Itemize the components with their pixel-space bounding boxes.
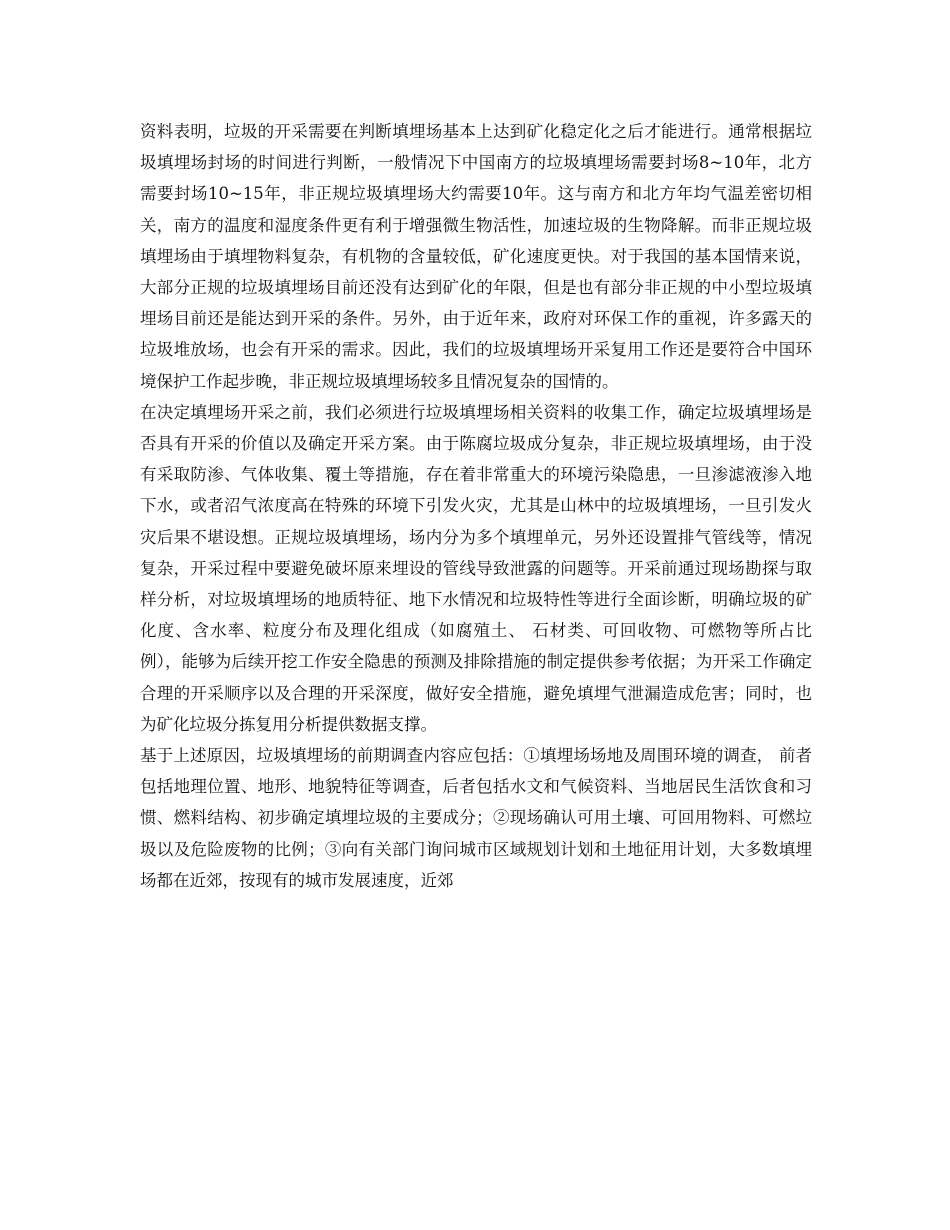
paragraph-pre-mining-survey: 在决定填埋场开采之前，我们必须进行垃圾填埋场相关资料的收集工作，确定垃圾填埋场是否具有开采的价值以及确定开采方案。由于陈腐垃圾成分复杂，非正规垃圾填埋场，由于没有采取防渗、气体收集、覆土等措施，存在着非常重大的环境污染隐患，一旦渗滤液渗入地下水，或者沼气浓度高在特殊的环境下引发火灾，尤其是山林中的垃圾填埋场，一旦引发火灾后果不堪设想。正规垃圾填埋场，场内分为多个填埋单元，另外还设置排气管线等，情况复杂，开采过程中要避免破坏原来埋设的管线导致泄露的问题等。开采前通过现场勘探与取样分析，对垃圾填埋场的地质特征、地下水情况和垃圾特性等进行全面诊断，明确垃圾的矿化度、含水率、粒度分布及理化组成（如腐殖土、 石材类、可回收物、可燃物等所占比例），能够为后续开挖工作安全隐患的预测及排除措施的制定提供参考依据；为开采工作确定合理的开采顺序以及合理的开采深度，做好安全措施，避免填埋气泄漏造成危害；同时，也为矿化垃圾分拣复用分析提供数据支撑。 <box>140 402 812 734</box>
document-body <box>140 116 812 896</box>
paragraph-survey-contents: 基于上述原因，垃圾填埋场的前期调查内容应包括：①填埋场场地及周围环境的调查， 前者包括地理位置、地形、地貌特征等调查，后者包括水文和气候资料、当地居民生活饮食和习惯、燃料结构、初步确定填埋垃圾的主要成分；②现场确认可用土壤、可回用物料、可燃垃圾以及危险废物的比例；③向有关部门询问城市区域规划计划和土地征用计划，大多数填埋场都在近郊，按现有的城市发展速度，近郊 <box>140 746 812 890</box>
paragraph-mining-timing: 资料表明，垃圾的开采需要在判断填埋场基本上达到矿化稳定化之后才能进行。通常根据垃圾填埋场封场的时间进行判断，一般情况下中国南方的垃圾填埋场需要封场8~10年，北方需要封场10~15年，非正规垃圾填埋场大约需要10年。这与南方和北方年均气温差密切相关，南方的温度和湿度条件更有利于增强微生物活性，加速垃圾的生物降解。而非正规垃圾填埋场由于填埋物料复杂，有机物的含量较低，矿化速度更快。对于我国的基本国情来说，大部分正规的垃圾填埋场目前还没有达到矿化的年限，但是也有部分非正规的中小型垃圾填埋场目前还是能达到开采的条件。另外，由于近年来，政府对环保工作的重视，许多露天的垃圾堆放场，也会有开采的需求。因此，我们的垃圾填埋场开采复用工作还是要符合中国环境保护工作起步晚，非正规垃圾填埋场较多且情况复杂的国情的。 <box>140 122 812 391</box>
